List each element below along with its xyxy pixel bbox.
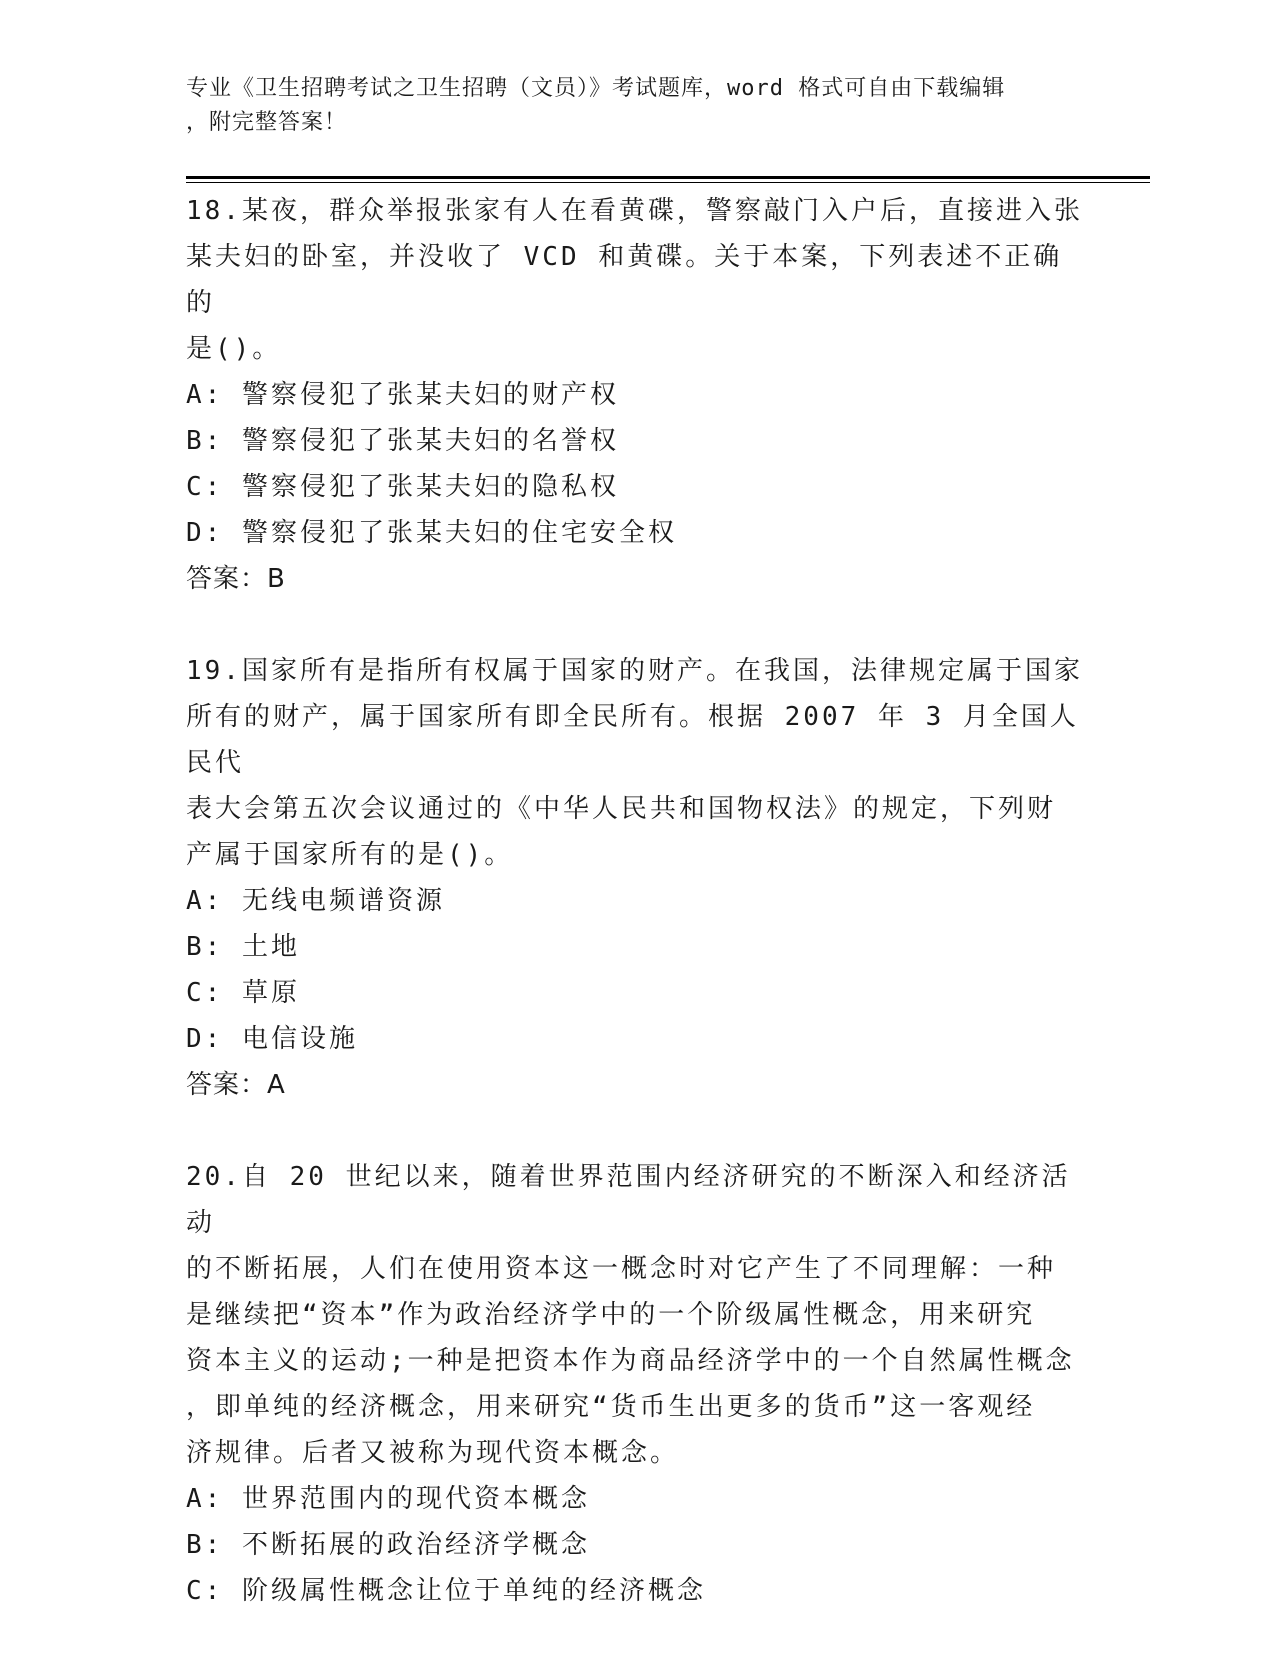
question-stem-line: 资本主义的运动;一种是把资本作为商品经济学中的一个自然属性概念: [186, 1346, 1075, 1376]
option-b: B: 不断拓展的政治经济学概念: [186, 1530, 590, 1560]
question-stem-line: 济规律。后者又被称为现代资本概念。: [186, 1438, 680, 1468]
option-d: D: 电信设施: [186, 1024, 358, 1054]
answer-label: 答案：A: [186, 1070, 286, 1100]
option-c: C: 警察侵犯了张某夫妇的隐私权: [186, 472, 619, 502]
question-stem-line: 某夫妇的卧室，并没收了 VCD 和黄碟。关于本案，下列表述不正确的: [186, 242, 1063, 318]
questions-list: [186, 188, 1086, 1660]
question-stem-line: 是()。: [186, 334, 282, 364]
page-header: [186, 72, 1056, 140]
option-b: B: 警察侵犯了张某夫妇的名誉权: [186, 426, 619, 456]
question-stem-line: 的不断拓展，人们在使用资本这一概念时对它产生了不同理解：一种: [186, 1254, 1057, 1284]
option-a: A: 无线电频谱资源: [186, 886, 445, 916]
option-d: D: 警察侵犯了张某夫妇的住宅安全权: [186, 518, 677, 548]
question-stem-line: 是继续把“资本”作为政治经济学中的一个阶级属性概念，用来研究: [186, 1300, 1036, 1330]
header-rule-thick: [186, 176, 1150, 179]
header-rule-thin: [186, 182, 1150, 183]
option-c: C: 草原: [186, 978, 300, 1008]
question-stem-line: 所有的财产，属于国家所有即全民所有。根据 2007 年 3 月全国人民代: [186, 702, 1079, 778]
question-20: [186, 1154, 1086, 1614]
question-stem-line: 表大会第五次会议通过的《中华人民共和国物权法》的规定，下列财: [186, 794, 1057, 824]
option-c: C: 阶级属性概念让位于单纯的经济概念: [186, 1576, 706, 1606]
question-19: [186, 648, 1086, 1108]
answer-label: 答案：B: [186, 564, 286, 594]
question-stem-line: 产属于国家所有的是()。: [186, 840, 514, 870]
question-stem-line: 19.国家所有是指所有权属于国家的财产。在我国，法律规定属于国家: [186, 656, 1083, 686]
option-a: A: 警察侵犯了张某夫妇的财产权: [186, 380, 619, 410]
question-stem-line: ，即单纯的经济概念，用来研究“货币生出更多的货币”这一客观经: [186, 1392, 1036, 1422]
option-b: B: 土地: [186, 932, 300, 962]
option-a: A: 世界范围内的现代资本概念: [186, 1484, 590, 1514]
header-line-2: ，附完整答案！: [186, 110, 348, 135]
header-line-1: 专业《卫生招聘考试之卫生招聘（文员）》考试题库，word 格式可自由下载编辑: [186, 76, 1006, 101]
question-stem-line: 18.某夜，群众举报张家有人在看黄碟，警察敲门入户后，直接进入张: [186, 196, 1083, 226]
question-18: [186, 188, 1086, 602]
question-stem-line: 20.自 20 世纪以来，随着世界范围内经济研究的不断深入和经济活动: [186, 1162, 1071, 1238]
